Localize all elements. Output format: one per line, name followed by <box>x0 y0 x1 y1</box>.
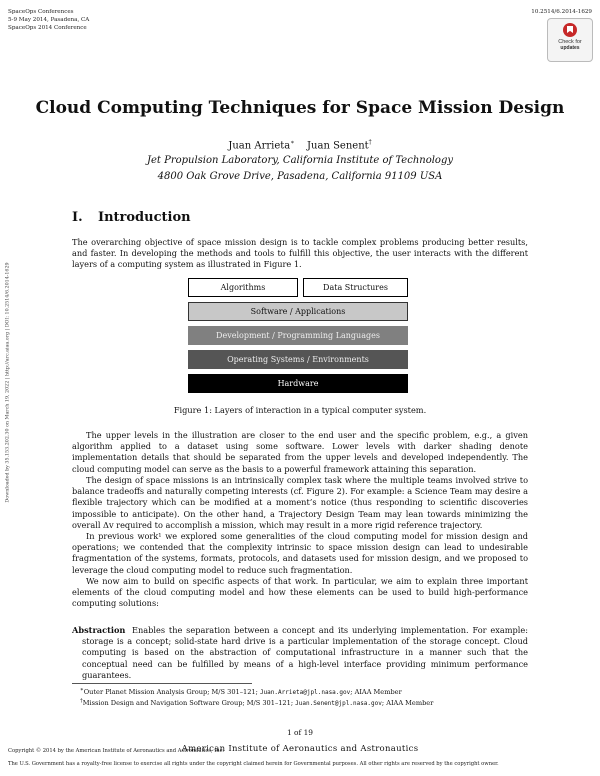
author-1-mark: ∗ <box>290 139 295 146</box>
affiliation-line-1: Jet Propulsion Laboratory, California Institute of Technology <box>146 155 453 166</box>
footnote-2 <box>80 697 433 708</box>
conference-dates: 5-9 May 2014, Pasadena, CA <box>8 17 90 23</box>
footnote-rule <box>72 683 252 684</box>
footnote-1-email: Juan.Arrieta@jpl.nasa.gov <box>259 689 351 697</box>
abstraction-definition: Enables the separation between a concept and its underlying implementation. For example: storage is a concept; solid-state hard drive is a particular implementation of the storage concept. Cloud computing is based on the abstraction of computational infrastructure in a manner such that the conceptual need can be fulfilled by means of a high-level interface providing minimum performance guarantees. <box>82 625 528 680</box>
abstraction-term: Abstraction <box>72 625 126 635</box>
conference-series: SpaceOps 2014 Conference <box>8 25 87 31</box>
paragraph-4: We now aim to build on specific aspects of that work. In particular, we aim to explain three important elements of the cloud computing model and how these elements can be used to build high-performance computing solutions: <box>72 576 528 609</box>
author-1: Juan Arrieta <box>228 140 291 152</box>
footnote-2-text: Mission Design and Navigation Software Group; M/S 301–121; <box>82 699 294 708</box>
intro-paragraph: The overarching objective of space mission design is to tackle complex problems producing better results, and faster. In developing the methods and tools to fulfill this objective, the user interacts with the different layers of a computing system as illustrated in Figure 1. <box>72 237 528 270</box>
layer-algorithms: Algorithms <box>188 278 298 297</box>
authors <box>0 139 600 151</box>
section-number: I. <box>72 210 83 225</box>
page-number: 1 of 19 <box>287 728 313 737</box>
conference-name: SpaceOps Conferences <box>8 9 74 15</box>
author-2: Juan Senent <box>307 140 369 152</box>
doi-label: 10.2514/6.2014-1629 <box>531 9 592 15</box>
footnote-1-text: Outer Planet Mission Analysis Group; M/S 301–121; <box>83 688 258 697</box>
footnote-1-tail: ; AIAA Member <box>350 688 402 697</box>
badge-line2: updates <box>560 45 580 51</box>
layer-software: Software / Applications <box>188 302 408 321</box>
paragraph-3: In previous work¹ we explored some generalities of the cloud computing model for mission design and operations; we contended that the complexity intrinsic to space mission design can lead to undesirable fragmentation of the systems, formats, protocols, and datasets used for mission design, and we proposed to leverage the cloud computing model to reduce such fragmentation. <box>72 531 528 575</box>
paragraph-2: The design of space missions is an intrinsically complex task where the multiple teams involved strive to balance tradeoffs and naturally competing interests (cf. Figure 2). For example: a Science Team may desire a flexible trajectory which can be modified at a moment’s notice (thus responding to scientific discoveries impossible to anticipate). On the other hand, a Trajectory Design Team may lean towards minimizing the overall Δv required to accomplish a mission, which may result in a more rigid reference trajectory. <box>72 475 528 530</box>
paragraph-1: The upper levels in the illustration are closer to the end user and the specific problem, e.g., a given algorithm applied to a dataset using some software. Lower levels with darker shading denote implementation details that should be separated from the upper levels and developed independently. The cloud computing model can serve as the basis to a powerful framework attaining this separation. <box>72 430 528 474</box>
paper-title: Cloud Computing Techniques for Space Mission Design <box>35 98 565 118</box>
abstraction-item <box>72 625 528 681</box>
footnote-2-tail: ; AIAA Member <box>381 699 434 708</box>
license-line: The U.S. Government has a royalty-free license to exercise all rights under the copyright claimed herein for Governmental purposes. All other rights are reserved by the copyright owner. <box>8 761 499 767</box>
layer-data-structures: Data Structures <box>303 278 408 297</box>
layer-operating-systems: Operating Systems / Environments <box>188 350 408 369</box>
footnote-1-mark: ∗ <box>80 687 84 693</box>
bookmark-icon <box>563 23 577 37</box>
footnote-2-email: Juan.Senent@jpl.nasa.gov <box>295 700 382 708</box>
section-heading <box>72 210 191 225</box>
organization-footer: American Institute of Aeronautics and Astronautics <box>181 744 419 754</box>
figure-caption: Figure 1: Layers of interaction in a typical computer system. <box>173 405 427 415</box>
footnote-2-mark: † <box>80 698 83 704</box>
affiliation-line-2: 4800 Oak Grove Drive, Pasadena, California 91109 USA <box>157 171 443 182</box>
author-2-mark: † <box>368 139 372 146</box>
copyright-line: Copyright © 2014 by the American Institute of Aeronautics and Astronautics, Inc. <box>8 748 225 754</box>
layer-hardware: Hardware <box>188 374 408 393</box>
layer-development: Development / Programming Languages <box>188 326 408 345</box>
section-title: Introduction <box>98 210 191 225</box>
footnote-1 <box>80 686 402 697</box>
badge-line1: Check for <box>558 39 582 45</box>
download-sidebar: Downloaded by 35.153.202.30 on March 19, 2022 | http://arc.aiaa.org | DOI: 10.2514/6.2014-1629 <box>5 262 11 503</box>
check-for-updates-button[interactable] <box>547 18 593 62</box>
conference-header <box>8 8 89 32</box>
